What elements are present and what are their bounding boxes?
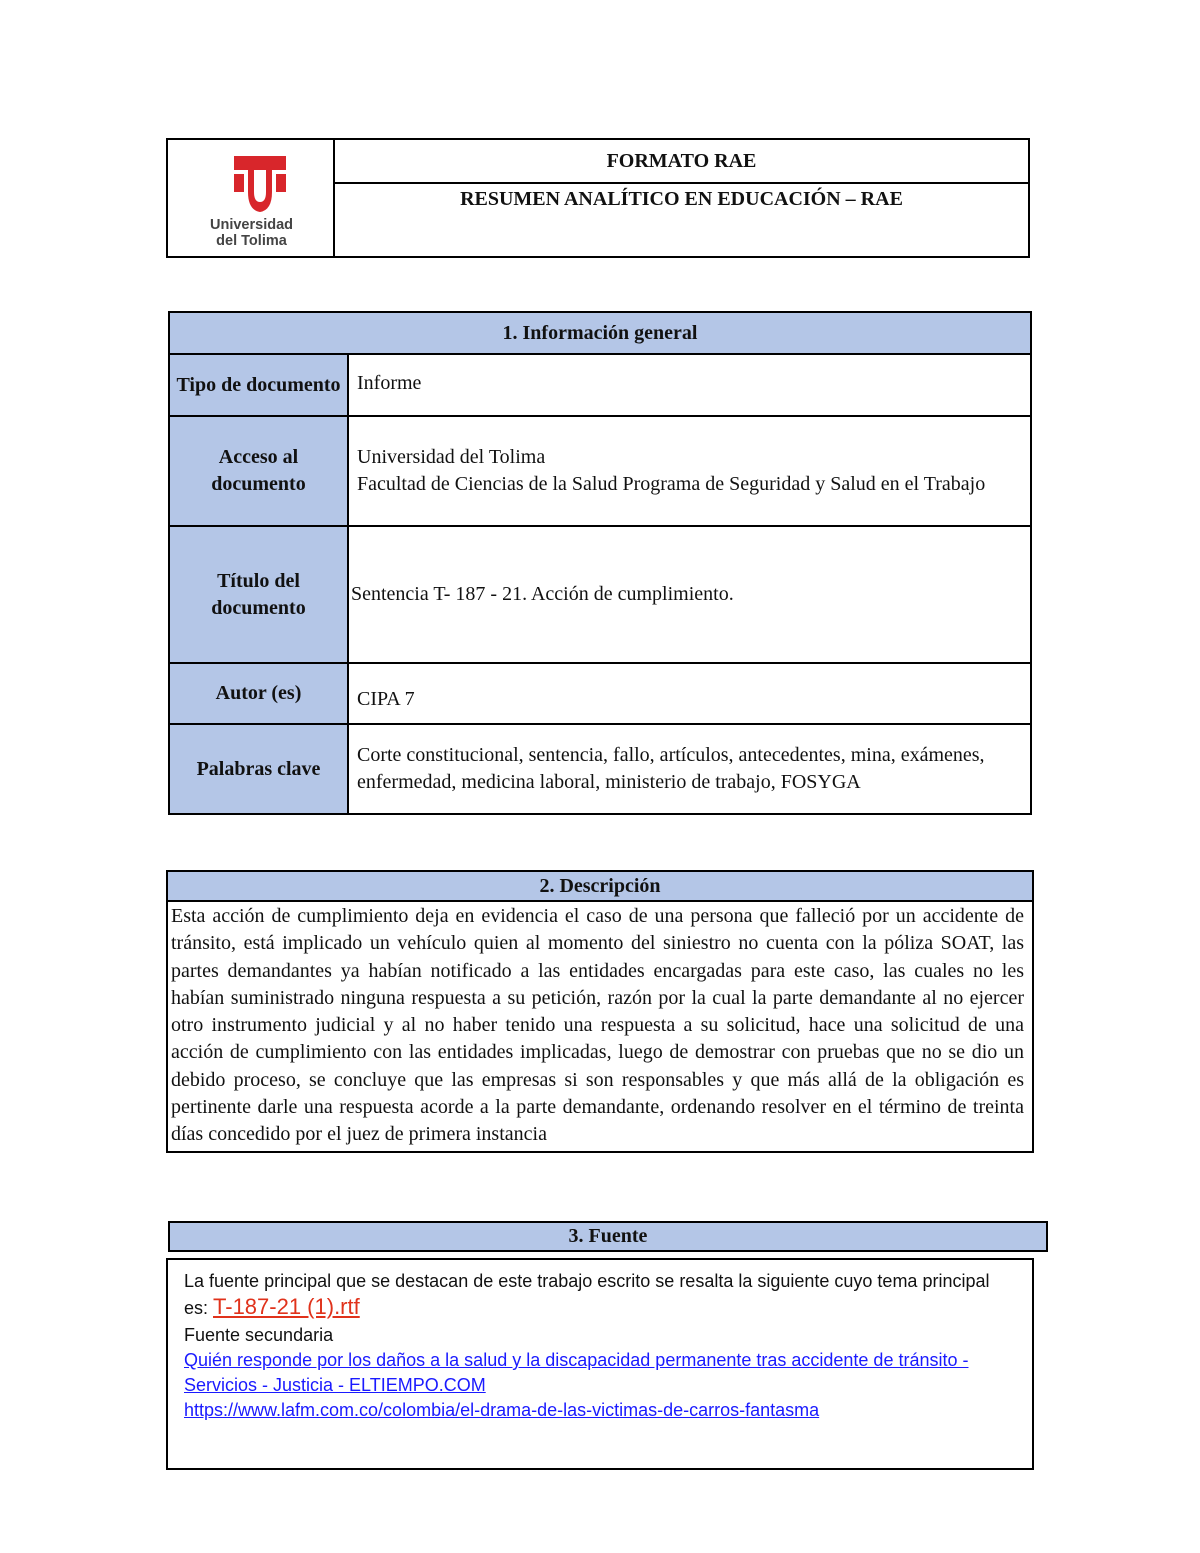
- value-line: Sentencia T- 187 - 21. Acción de cumplimiento.: [351, 583, 734, 605]
- secondary-source-link-eltiempo[interactable]: Quién responde por los daños a la salud y la discapacidad permanente tras accidente de tránsito - Servicios - Justicia - ELTIEMPO.COM: [184, 1350, 969, 1395]
- secondary-source-link-lafm[interactable]: https://www.lafm.com.co/colombia/el-drama-de-las-victimas-de-carros-fantasma: [184, 1400, 820, 1420]
- source-intro-text: La fuente principal que se destacan de este trabajo escrito se resalta la siguiente cuyo tema principal es:: [184, 1271, 990, 1318]
- value-line: CIPA 7: [357, 688, 415, 710]
- value-palabras-clave: [348, 724, 1031, 814]
- form-subtitle: RESUMEN ANALÍTICO EN EDUCACIÓN – RAE: [460, 187, 903, 210]
- secondary-source-label: Fuente secundaria: [184, 1325, 334, 1345]
- university-logo-icon: [232, 154, 288, 214]
- logo-line-1: Universidad: [210, 217, 293, 233]
- value-autores: [348, 663, 1031, 724]
- value-acceso-documento: [348, 416, 1031, 526]
- source-file-link[interactable]: T-187-21 (1).rtf: [213, 1294, 360, 1319]
- general-info-table: [168, 311, 1032, 815]
- value-line: Universidad del Tolima: [357, 446, 546, 468]
- value-titulo-documento: [348, 526, 1031, 663]
- description-section: [166, 870, 1034, 1153]
- form-title: FORMATO RAE: [335, 140, 1028, 184]
- label-autores: Autor (es): [169, 663, 348, 724]
- label-titulo-documento: Título del documento: [169, 526, 348, 663]
- source-box: [166, 1258, 1034, 1470]
- value-tipo-documento: [348, 354, 1031, 416]
- label-acceso-documento: Acceso al documento: [169, 416, 348, 526]
- section-3-heading: 3. Fuente: [168, 1221, 1048, 1252]
- value-line: Corte constitucional, sentencia, fallo, artículos, antecedentes, mina, exámenes, enfermedad, medicina laboral, ministerio de trabajo, FOSYGA: [357, 744, 985, 793]
- section-1-heading: 1. Información general: [169, 312, 1031, 354]
- section-2-heading: 2. Descripción: [168, 872, 1032, 902]
- value-line: Facultad de Ciencias de la Salud Programa de Seguridad y Salud en el Trabajo: [357, 473, 986, 495]
- logo-line-2: del Tolima: [216, 233, 287, 249]
- rae-header: [166, 138, 1030, 258]
- source-intro: [184, 1269, 1016, 1321]
- logo-cell: [168, 140, 335, 256]
- value-line: Informe: [357, 371, 422, 394]
- label-tipo-documento: Tipo de documento: [169, 354, 348, 416]
- label-palabras-clave: Palabras clave: [169, 724, 348, 814]
- description-text: Esta acción de cumplimiento deja en evidencia el caso de una persona que falleció por un accidente de tránsito, está implicado un vehículo quien al momento del siniestro no cuenta con la póliza SOAT, las partes demandantes ya habían notificado a las entidades encargadas para este caso, las cuales no les habían suministrado ninguna respuesta a su petición, razón por la cual la parte demandante al no ejercer otro instrumento judicial y al no haber tenido una respuesta a su solicitud, hace una solicitud de una acción de cumplimiento con las entidades implicadas, luego de demostrar con pruebas que no se dio un debido proceso, se concluye que las empresas si son responsables y que más allá de la obligación es pertinente darle una respuesta acorde a la parte demandante, ordenando resolver en el término de treinta días concedido por el juez de primera instancia: [171, 905, 1024, 1146]
- logo-text: [168, 217, 335, 249]
